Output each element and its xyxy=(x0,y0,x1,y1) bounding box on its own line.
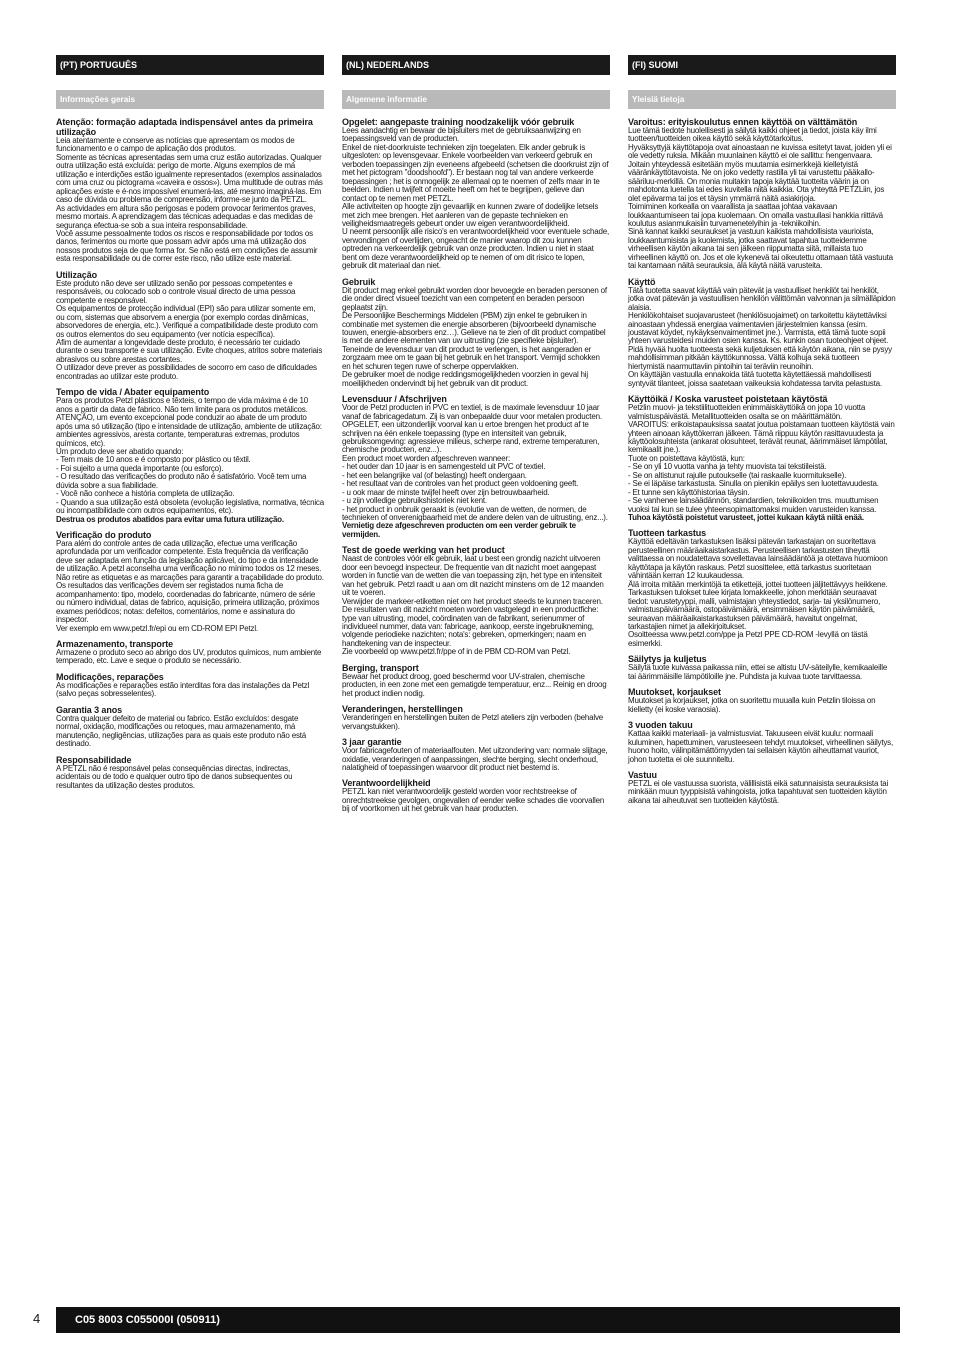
general-info-header: Algemene informatie xyxy=(342,90,610,109)
section-title: Armazenamento, transporte xyxy=(56,639,174,650)
section xyxy=(628,654,896,681)
section-title: Modificações, reparações xyxy=(56,671,164,682)
section-text: Contra qualquer defeito de material ou fabrico. Estão excluídos: desgate normal, oxidação, modificações ou retoques, mau armazenamento, má manutenção, negligências, utilizações para as quais este produto não está destinado. xyxy=(56,713,307,749)
section-title: Verantwoordelijkheid xyxy=(342,778,431,789)
section-text: Leia atentamente e conserve as notícias que apresentam os modos de funcionamento e o campo de aplicação dos produtos. Somente as técnicas apresentadas sem uma cruz estão autorizadas. Qualquer outra utilização está excluída: perigo de morte. Alguns exemplos de má utilização e interdições estão igualmente representados (exemplos assinalados com uma cruz ou pictograma «caveira e ossos»). Uma multitude de outras más aplicações existe e é-nos impossível enumerá-las, até mesmo imaginá-las. Em caso de dúvida ou problema de compreensão, informe-se junto da PETZL. As actividades em altura são perigosas e podem provocar ferimentos graves, mesmo mortais. A aprendizagem das técnicas adequadas e das medidas de segurança efectua-se sob a sua inteira responsabilidade. Você assume pessoalmente todos os riscos e responsabilidade por todos os danos, ferimentos ou morte que possam advir após uma má utilização dos nossos produtos seja de que forma for. Se não está em condições de assumir esta responsabilidade ou de correr este risco, não utilize este material. xyxy=(56,136,323,264)
section-text: Armazene o produto seco ao abrigo dos UV, produtos químicos, num ambiente temperado, etc. Lave e seque o produto se necessário. xyxy=(56,648,322,666)
column-finnish xyxy=(628,55,896,811)
section xyxy=(342,663,610,698)
section xyxy=(342,394,610,539)
general-info-header: Yleisiä tietoja xyxy=(628,90,896,109)
section xyxy=(628,394,896,522)
section-text: Petzlin muovi- ja tekstiilituotteiden enimmäiskäyttöikä on jopa 10 vuotta valmistuspäivästä. Metallituotteiden osalta se on määrittämätön. VAROITUS: erikoistapauksissa saatat joutua poistamaan tuotteen käytöstä vain yhteen ainoaan käyttökerran jälkeen. Tämä riippuu käytön rasittavuudesta ja käyttöolosuhteista (ankarat olosuhteet, terävät reunat, äärimmäiset lämpötilat, kemikaalit jne.). Tuote on poistettava käytöstä, kun: - Se on yli 10 vuotta vanha ja tehty muovista tai tekstiileistä. - Se on altistunut rajulle putoukselle (tai raskaalle kuormitukselle). - Se ei läpäise tarkastusta. Sinulla on pienikin epäilys sen luotettavuudesta. - Et tunne sen käyttöhistoriaa täysin. - Se vanhenee lainsäädännön, standardien, tekniikoiden tms. muuttumisen vuoksi tai kun se tulee yhteensopimattomaksi muiden varusteiden kanssa. xyxy=(628,403,895,514)
section-text: Kattaa kaikki materiaali- ja valmistusviat. Takuuseen eivät kuulu: normaali kuluminen, hapettuminen, varusteeseen tehdyt muutokset, virheellinen säilytys, huono hoito, välinpitämättömyyden tai sellaisen käytön aiheuttamat vauriot, johon tuotetta ei ole suunniteltu. xyxy=(628,729,893,764)
section-text: Käyttöä edeltävän tarkastuksen lisäksi pätevän tarkastajan on suoritettava perusteellinen määräaikaistarkastus. Perusteellisen tarkastusten tiheyttä valittaessa on noudatettava sovellettavaa lainsäädäntöä ja otettava huomioon käyttötapa ja käytön raskaus. Petzl suosittelee, että tarkastus suoritetaan vähintään kerran 12 kuukaudessa. Älä irroita mitään merkintöjä ta etikettejä, jottei tuotteen jäljitettävyys heikkene. Tarkastuksen tulokset tulee kirjata lomakkeelle, johon merkitään seuraavat tiedot: varustetyyppi, malli, valmistajan yhteystiedot, sarja- tai yksilönumero, valmistuspäivämäärä, ostopäivämäärä, ensimmäisen käytön päivämäärä, seuraavan määräaikaistarkastuksen päivämäärä, havaitut ongelmat, tarkastajien nimet ja allekirjoitukset. Osoitteessa www.petzl.com/ppe ja Petzl PPE CD-ROM -levyllä on tästä esimerkki. xyxy=(628,537,888,648)
general-info-header: Informações gerais xyxy=(56,90,324,109)
section-text: A PETZL não é responsável pelas consequências directas, indirectas, acidentais ou de todo e qualquer outro tipo de danos subsequentes ou resultantes da utilização destes produtos. xyxy=(56,763,293,790)
section xyxy=(342,778,610,813)
section xyxy=(342,277,610,388)
section-title: Garantia 3 anos xyxy=(56,704,123,715)
section-title: Verificação do produto xyxy=(56,530,152,541)
section xyxy=(628,117,896,271)
section-text: Para além do controle antes de cada utilização, efectue uma verificação aprofundada por um verificador competente. Esta frequência da verificação deve ser adaptada em função da legislação aplicável, do tipo e da intensidade de utilização. A petzl aconselha uma verificação no mínimo todos os 12 meses. Não retire as etiquetas e as marcações para garantir a traçabilidade do produto. Os resultados das verificações devem ser registados numa ficha de acompanhamento: tipo, modelo, coordenadas do fabricante, número de série ou número individual, datas de fabrico, aquisição, primeira utilização, próximos exames periódicos; notas: defeitos, comentários, nome e assinatura do inspector. Ver exemplo em www.petzl.fr/epi ou em CD-ROM EPI Petzl. xyxy=(56,539,324,633)
language-header: (FI) SUOMI xyxy=(628,55,896,75)
section-title: Utilização xyxy=(56,269,98,280)
section-title: Tuotteen tarkastus xyxy=(628,528,707,539)
section-text: Dit product mag enkel gebruikt worden door bevoegde en beraden personen of die onder direct visueel toezicht van een competent en beraden persoon geplaatst zijn. De Persoonlijke Beschermings Middelen (PBM) zijn enkel te gebruiken in combinatie met systemen die energie absorberen (bijvoorbeeld dynamische touwen, energie-absorbers enz…). Gelieve na te zien of dit product compatibel is met de andere elementen van uw uitrusting (zie specifieke bijsluiter). Teneinde de levensduur van dit product te verlengen, is het aangeraden er zorgzaam mee om te gaan bij het gebruik en het transport. Vermijd schokken en het schuren tegen ruwe of scherpe oppervlakken. De gebruiker moet de nodige reddingsmogelijkheden voorzien in geval hij moeilijkheden ondervindt bij het gebruik van dit product. xyxy=(342,285,607,388)
section-title: Opgelet: aangepaste training noodzakelijk vóór gebruik xyxy=(342,117,575,127)
language-header: (PT) PORTUGUÊS xyxy=(56,55,324,75)
section xyxy=(342,737,610,772)
section-title: Vastuu xyxy=(628,770,657,780)
section xyxy=(628,687,896,714)
column-portuguese xyxy=(56,55,324,796)
section-title: 3 vuoden takuu xyxy=(628,720,693,731)
section xyxy=(628,277,896,388)
section-title: 3 jaar garantie xyxy=(342,737,402,748)
column-dutch xyxy=(342,55,610,820)
section-title: Levensduur / Afschrijven xyxy=(342,394,447,405)
section-title: Tempo de vida / Abater equipamento xyxy=(56,387,210,398)
section xyxy=(56,530,324,633)
section xyxy=(628,720,896,764)
section xyxy=(628,770,896,805)
section-text: Veranderingen en herstellingen buiten de Petzl ateliers zijn verboden (behalve vervangstukken). xyxy=(342,713,604,731)
section-title: Berging, transport xyxy=(342,662,419,673)
section xyxy=(56,705,324,749)
section xyxy=(342,704,610,731)
section-title: Käyttö xyxy=(628,276,656,287)
section-title: Säilytys ja kuljetus xyxy=(628,654,707,665)
section-text: As modificações e reparações estão interditas fora das instalações da Petzl (salvo peças sobresselentes). xyxy=(56,680,310,699)
section xyxy=(342,117,610,271)
section-list xyxy=(56,117,324,790)
section-title: Muutokset, korjaukset xyxy=(628,687,721,698)
section-title: Käyttöikä / Koska varusteet poistetaan käytöstä xyxy=(628,394,828,405)
section xyxy=(342,545,610,656)
section-text: Säilytä tuote kuivassa paikassa niin, ettei se altistu UV-säteilylle, kemikaaleille tai äärimmäisille lämpötiloille jne. Puhdista ja kuivaa tuote tarvittaessa. xyxy=(628,663,888,681)
section-text: Lees aandachtig en bewaar de bijsluiters met de gebruiksaanwijzing en toepassingsveld van de producten. Enkel de niet-doorkruiste technieken zijn toegelaten. Elk ander gebruik is uitgesloten: op levensgevaar. Enkele voorbeelden van verkeerd gebruik en verboden toepassingen zijn eveneens afgebeeld (schetsen die doorkruist zijn of met het pictogram "doodshoofd"). Er bestaan nog tal van andere verkeerde toepassingen ; het is onmogelijk ze allemaal op te noemen of zelfs maar in te beelden. Indien u twijfelt of moeite heeft om het te begrijpen, gelieve dan contact op te nemen met PETZL. Alle activiteiten op hoogte zijn gevaarlijk en kunnen zware of dodelijke letsels met zich mee brengen. Het aanleren van de gepaste technieken en veiligheidsmaatregels gebeurt onder uw eigen verantwoordelijkheid. U neemt persoonlijk alle risico's en verantwoordelijkheid voor eventuele schade, verwondingen of overlijden, ongeacht de manier waarop dit zou kunnen optreden na verkeerdelijk gebruik van onze producten. Indien u niet in staat bent om deze verantwoordelijkheid op te nemen of om dit risico te lopen, gebruik dit materiaal dan niet. xyxy=(342,126,610,271)
section-warning: Vernietig deze afgeschreven producten om een verder gebruik te vermijden. xyxy=(342,521,576,539)
section-title: Varoitus: erityiskoulutus ennen käyttöä on välttämätön xyxy=(628,117,858,127)
section xyxy=(56,755,324,790)
section-title: Veranderingen, herstellingen xyxy=(342,704,463,715)
page-number: 4 xyxy=(33,1311,41,1326)
language-header: (NL) NEDERLANDS xyxy=(342,55,610,75)
section-text: Muutokset ja korjaukset, jotka on suoritettu muualla kuin Petzlin tiloissa on kielletty (ei koske varaosia). xyxy=(628,696,876,714)
section-list xyxy=(342,117,610,814)
section xyxy=(56,639,324,666)
section xyxy=(56,672,324,699)
section-title: Atenção: formação adaptada indispensável antes da primeira utilização xyxy=(56,117,313,137)
section-warning: Destrua os produtos abatidos para evitar uma futura utilização. xyxy=(56,514,284,524)
section xyxy=(56,387,324,524)
section-text: PETZL ei ole vastuussa suorista, välillisistä eikä satunnaisista seurauksista tai minkään muun tyyppisistä vahingoista, jotka tapahtuvat sen tuotteiden käytön aikana tai aiheutuvat sen tuotteiden käytöstä. xyxy=(628,779,889,805)
section-text: Naast de controles vóór elk gebruik, laat u best een grondig nazicht uitvoeren door een bevoegd inspecteur. De frequentie van dit nazicht moet aangepast worden in functie van de wetten die van toepassing zijn, het type en intensiteit van het gebruik. Petzl raadt u aan om dit nazicht minstens om de 12 maanden uit te voeren. Verwijder de markeer-etiketten niet om het product steeds te kunnen traceren. De resultaten van dit nazicht moeten worden vastgelegd in een productfiche: type van uitrusting, model, coördinaten van de fabrikant, serienummer of individueel nummer, data van: fabricage, aankoop, eerste ingebruikneming, volgende periodieke nazichten; nota's: gebreken, opmerkingen; naam en handtekening van de inspecteur. Zie voorbeeld op www.petzl.fr/ppe of in de PBM CD-ROM van Petzl. xyxy=(342,554,604,657)
section xyxy=(628,528,896,648)
section-title: Test de goede werking van het product xyxy=(342,545,505,556)
section xyxy=(56,117,324,264)
section-list xyxy=(628,117,896,805)
section-text: Lue tämä tiedote huolellisesti ja säilytä kaikki ohjeet ja tiedot, joista käy ilmi tuotteen/tuotteiden oikea käyttö sekä käyttötarkoitus. Hyväksyttyjä käyttötapoja ovat ainoastaan ne kuvissa esitetyt tavat, joiden yli ei ole vedetty ruksia. Mikään muunlainen käyttö ei ole sallittu: hengenvaara. Joitain yhteydessä esitetään myös muutamia esimerkkejä kielletyistä vääränkäyttötavoista. Ne on joko vedetty rastilla yli tai varustettu pääkallo-sääriluu-merkillä. On monia muitakin tapoja käyttää tuotteita väärin ja on mahdotonta luetella tai edes kuvitella niitä kaikkia. Ota yhteyttä PETZLiin, jos olet epävarma tai jos et täysin ymmärrä näitä asiakirjoja. Toimiminen korkealla on vaarallista ja saattaa johtaa vakavaan loukkaantumiseen tai jopa kuolemaan. On omalla vastuullasi hankkia riittävä koulutus asianmukaisiin turvamenetelyihin ja -tekniikoihin. Sinä kannat kaikki seuraukset ja vastuun kaikista mahdollisista vaurioista, loukkaantumisista ja kuolemista, jotka saattavat tapahtua tuotteidemme virheellisen käytön aikana tai sen jälkeen riippumatta siitä, millaista tuo virheellinen käyttö on. Jos et ole kykenevä tai oikeutettu ottamaan tätä vastuuta tai kantamaan näitä seurauksia, älä käytä näitä varusteita. xyxy=(628,126,893,271)
section-text: Este produto não deve ser utilizado senão por pessoas competentes e responsáveis, ou colocado sob o controle visual directo de uma pessoa competente e responsável. Os equipamentos de protecção individual (EPI) são para utilizar somente em, ou com, sistemas que absorvem a energia (por exemplo cordas dinâmicas, absorvedores de energia, etc.). Verifique a compatibilidade deste produto com os outros elementos do seu equipamento (ver notícia específica). Afim de aumentar a longevidade deste produto, é necessário ter cuidado durante o seu transporte e sua utilização. Evite choques, atritos sobre materiais abrasivos ou sobre arestas cortantes. O utilizador deve prever as possibilidades de socorro em caso de dificuldades encontradas ao utilizar este produto. xyxy=(56,278,323,381)
footer-code-bar: C05 8003 C055000I (050911) xyxy=(56,1307,900,1333)
section-title: Responsabilidade xyxy=(56,754,132,765)
section-text: Voor fabricagefouten of materiaalfouten. Met uitzondering van: normale slijtage, oxidatie, veranderingen of aanpassingen, slechte berging, slecht onderhoud, nalatigheid of toepassingen waarvoor dit product niet bestemd is. xyxy=(342,746,608,772)
section-text: Voor de Petzl producten in PVC en textiel, is de maximale levensduur 10 jaar vanaf de fabricagedatum. Zij is van onbepaalde duur voor metalen producten. OPGELET, een uitzonderlijk voorval kan u ertoe brengen het product af te schrijven na één enkele toepassing (type en intensiteit van gebruik, gebruiksomgeving: agressieve milieus, scherpe rand, extreme temperaturen, chemische producten, enz...). Een product moet worden afgeschreven wanneer: - het ouder dan 10 jaar is en samengesteld uit PVC of textiel. - het een belangrijke val (of belasting) heeft ondergaan. - het resultaat van de controles van het product geen voldoening geeft. - u ook maar de minste twijfel heeft over zijn betrouwbaarheid. - u zijn volledige gebruikshistoriek niet kent. - het product in onbruik geraakt is (evolutie van de wetten, de normen, de technieken of onverenigbaarheid met de andere delen van de uitrusting, enz...). xyxy=(342,403,608,523)
section xyxy=(56,270,324,381)
section-text: Bewaar het product droog, goed beschermd voor UV-stralen, chemische producten, in een zone met een gematigde temperatuur, enz... Reinig en droog het product indien nodig. xyxy=(342,671,607,698)
section-title: Gebruik xyxy=(342,276,376,287)
section-text: Para os produtos Petzl plásticos e têxteis, o tempo de vida máxima é de 10 anos a partir da data de fabrico. Não tem limite para os produtos metálicos. ATENÇÃO, um evento excepcional pode conduzir ao abate de um produto após uma só utilização (tipo e intensidade de utilização, ambiente de utilização: ambientes agressivos, aresta cortante, temperaturas extremas, produtos químicos, etc). Um produto deve ser abatido quando: - Tem mais de 10 anos e é composto por plástico ou têxtil. - Foi sujeito a uma queda importante (ou esforço). - O resultado das verificações do produto não é satisfatório. Você tem uma dúvida sobre a sua fiabilidade. - Você não conhece a história completa de utilização. - Quando a sua utilização está obsoleta (evolução legislativa, normativa, técnica ou incompatibilidade com outros equipamentos, etc). xyxy=(56,396,324,516)
section-warning: Tuhoa käytöstä poistetut varusteet, jottei kukaan käytä niitä enää. xyxy=(628,513,864,523)
section-text: Tätä tuotetta saavat käyttää vain pätevät ja vastuulliset henkilöt tai henkilöt, jotka ovat pätevän ja vastuullisen henkilön välittömän valvonnan ja silmälläpidon alaisia. Henkilökohtaiset suojavarusteet (henkilösuojaimet) on tarkoitettu käytettäviksi ainoastaan yhdessä energiaa vaimentavien järjestelmien kanssa (esim. joustavat köydet, nykäyksenvaimentimet jne.). Varmista, että tämä tuote sopii yhteen varusteidesi muiden osien kanssa. Ks. kunkin osan tuoteohjeet ohjeet. Pidä hyvää huolta tuotteesta sekä kuljetuksen että käytön aikana, niin se pysyy mahdollisimman pitkään käyttökunnossa. Vältä kolhuja sekä tuotteen hiertymistä naarmuttaviin pintoihin tai teräviin reunoihin. On käyttäjän vastuulla ennakoida tätä tuotetta käytettäessä mahdollisesti syntyvät tilanteet, joissa saatetaan vaikeuksia kohdatessa tarvita pelastusta. xyxy=(628,285,896,388)
section-text: PETZL kan niet verantwoordelijk gesteld worden voor rechtstreekse of onrechtstreekse gevolgen, ongevallen of eender welke schades die voorvallen bij of voortkomen uit het gebruik van haar producten. xyxy=(342,787,605,814)
